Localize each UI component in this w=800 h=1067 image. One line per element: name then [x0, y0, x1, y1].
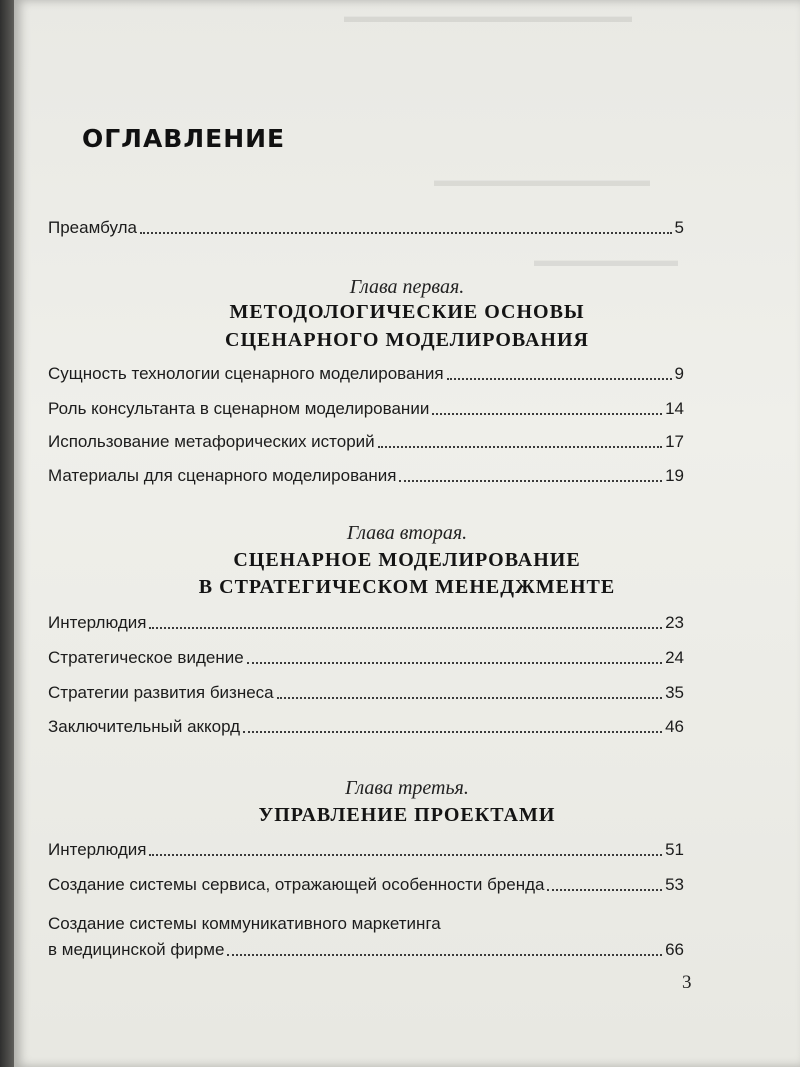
toc-entry[interactable] — [48, 683, 684, 703]
toc-entry-label: Роль консультанта в сценарном моделировании — [48, 399, 430, 418]
page-number: 3 — [682, 972, 692, 993]
toc-entry-label: Использование метафорических историй — [48, 432, 375, 451]
chapter-2-subtitle: Глава вторая. — [346, 522, 468, 544]
toc-entry-page: 35 — [665, 683, 684, 702]
toc-entry[interactable] — [48, 466, 684, 486]
chapter-2-title-line-2: В СТРАТЕГИЧЕСКОМ МЕНЕДЖМЕНТЕ — [198, 576, 616, 598]
leader-dots — [243, 731, 662, 733]
leader-dots — [149, 854, 662, 856]
chapter-1-title-line-1: МЕТОДОЛОГИЧЕСКИЕ ОСНОВЫ — [229, 301, 585, 323]
leader-dots — [149, 627, 662, 629]
show-through-shadow: ▬▬▬▬▬▬▬▬▬▬▬▬▬▬▬▬ — [344, 6, 632, 26]
toc-entry-page: 23 — [665, 613, 684, 632]
chapter-1-subtitle: Глава первая. — [349, 276, 465, 298]
show-through-shadow: ▬▬▬▬▬▬▬▬▬▬▬▬ — [434, 170, 650, 190]
chapter-3-subtitle: Глава третья. — [345, 777, 469, 799]
toc-entry-page: 9 — [674, 364, 684, 383]
toc-entry-label: Интерлюдия — [48, 613, 147, 632]
leader-dots — [432, 413, 662, 415]
toc-entry-page: 14 — [665, 399, 684, 418]
leader-dots — [140, 232, 672, 234]
leader-dots — [277, 697, 662, 699]
toc-entry-page: 46 — [665, 717, 684, 736]
toc-entry[interactable] — [48, 432, 684, 452]
toc-entry[interactable] — [48, 218, 684, 238]
toc-entry-label: Заключительный аккорд — [48, 717, 241, 736]
leader-dots — [399, 480, 662, 482]
toc-entry-page: 51 — [665, 840, 684, 859]
toc-entry[interactable] — [48, 613, 684, 633]
book-page — [14, 0, 800, 1067]
toc-entry-label: Преамбула — [48, 218, 137, 237]
show-through-shadow: ▬▬▬▬▬▬▬▬ — [534, 250, 678, 270]
leader-dots — [378, 446, 662, 448]
toc-entry[interactable] — [48, 717, 684, 737]
toc-entry-page: 66 — [665, 940, 684, 959]
chapter-3-title-line-1: УПРАВЛЕНИЕ ПРОЕКТАМИ — [258, 804, 556, 826]
toc-entry-page: 53 — [665, 875, 684, 894]
toc-entry[interactable] — [48, 399, 684, 419]
toc-entry-label-line-1: Создание системы коммуникативного маркетинга — [48, 914, 441, 933]
toc-entry-label: Стратегии развития бизнеса — [48, 683, 274, 702]
toc-entry[interactable] — [48, 648, 684, 668]
toc-entry[interactable] — [48, 840, 684, 860]
toc-entry-page: 24 — [665, 648, 684, 667]
toc-entry-label: Создание системы сервиса, отражающей особенности бренда — [48, 875, 545, 894]
chapter-2-title-line-1: СЦЕНАРНОЕ МОДЕЛИРОВАНИЕ — [233, 549, 581, 571]
toc-entry-label-line-2: в медицинской фирме — [48, 940, 225, 959]
toc-entry-label: Материалы для сценарного моделирования — [48, 466, 397, 485]
toc-entry[interactable] — [48, 364, 684, 384]
toc-entry-page: 17 — [665, 432, 684, 451]
toc-entry[interactable] — [48, 914, 684, 960]
leader-dots — [247, 662, 662, 664]
toc-entry-label: Интерлюдия — [48, 840, 147, 859]
chapter-1-title-line-2: СЦЕНАРНОГО МОДЕЛИРОВАНИЯ — [225, 329, 589, 351]
leader-dots — [227, 954, 662, 956]
toc-entry-page: 5 — [674, 218, 684, 237]
leader-dots — [547, 889, 662, 891]
toc-title: ОГЛАВЛЕНИЕ — [82, 124, 286, 153]
toc-entry-label: Стратегическое видение — [48, 648, 244, 667]
leader-dots — [447, 378, 672, 380]
toc-entry-label: Сущность технологии сценарного моделирования — [48, 364, 444, 383]
toc-entry-page: 19 — [665, 466, 684, 485]
toc-entry[interactable] — [48, 875, 684, 895]
